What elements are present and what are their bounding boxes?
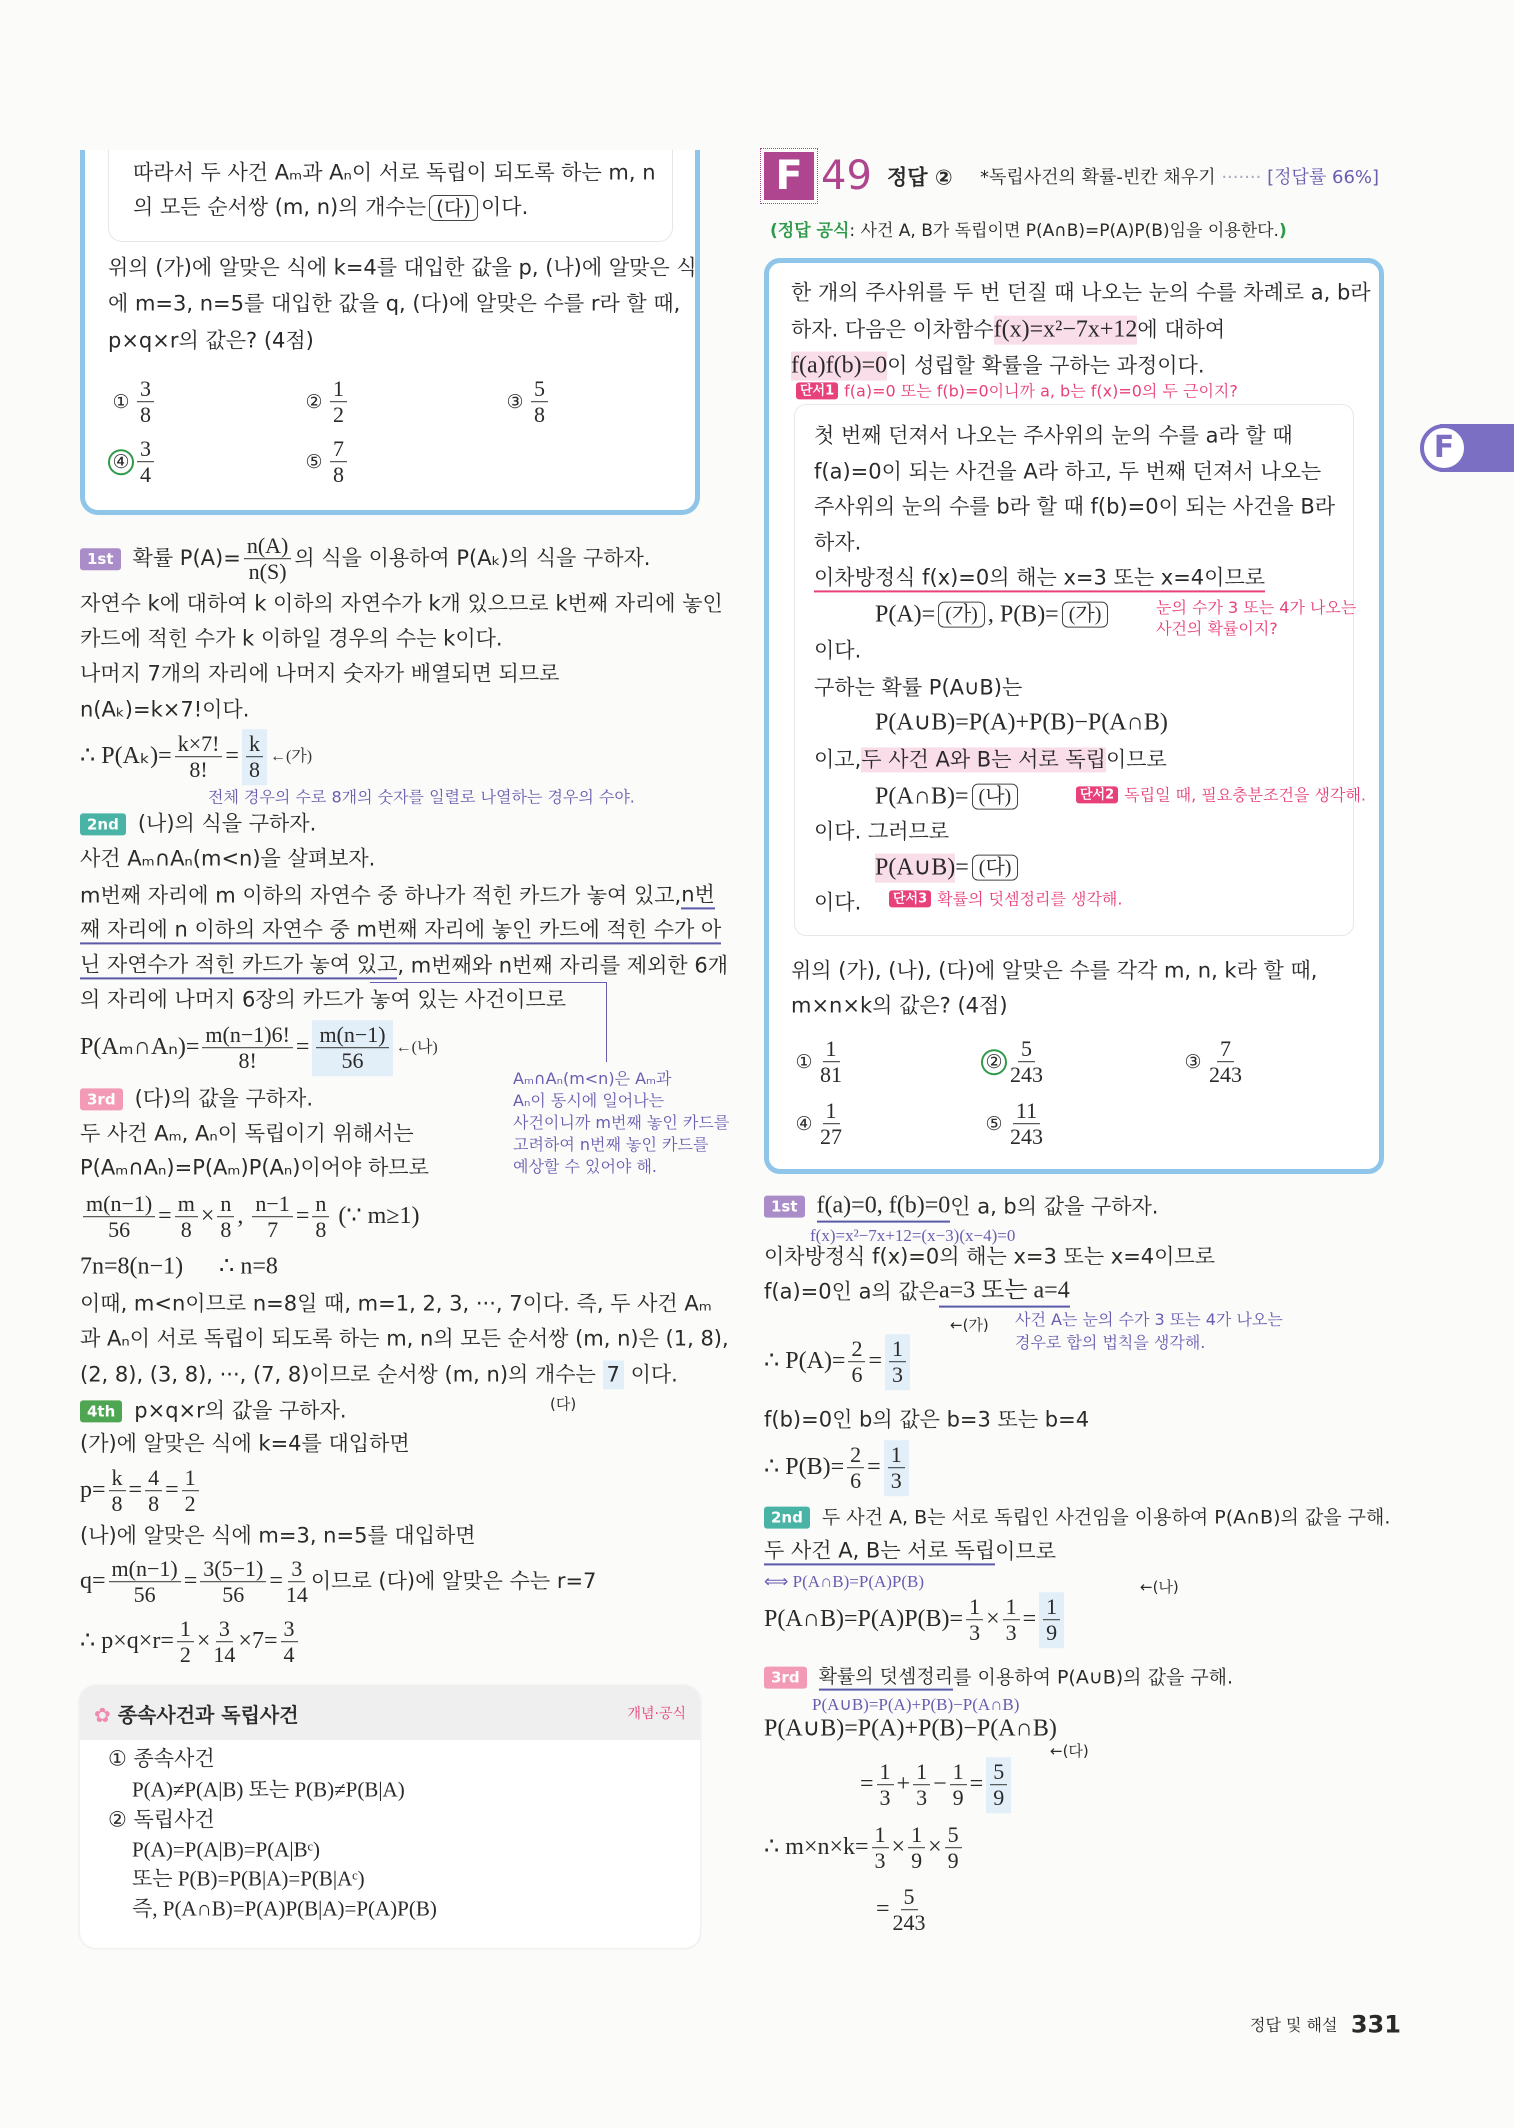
step-2nd: 2nd (나)의 식을 구하자. <box>80 811 316 836</box>
formula-amn: P(Aₘ∩Aₙ)= $\frac{m(n-1)6!}{8!}$ = $\frac{m(n-1)}{56}$ ←(나) <box>80 1020 438 1076</box>
step-1st: 1st f(a)=0, f(b)=0 인 a, b의 값을 구하자. <box>764 1192 1159 1223</box>
process-line: 구하는 확률 P(A∪B)는 <box>814 675 1023 700</box>
concept-item: ① 종속사건 <box>108 1746 215 1771</box>
blank-da: (다) <box>429 195 478 221</box>
text-line: 자연수 k에 대하여 k 이하의 자연수가 k개 있으므로 k번째 자리에 놓인 <box>80 591 723 616</box>
problem-line: f(a)f(b)=0 이 성립할 확률을 구하는 과정이다. <box>791 352 1205 379</box>
concept-title: 종속사건과 독립사건 <box>117 1702 299 1727</box>
process-formula: P(A)= (가) , P(B)= (가) <box>875 601 1111 630</box>
choice-3[interactable]: ③ 5 8 <box>502 376 551 428</box>
choice-4-selected[interactable]: ④ 3 4 <box>108 436 157 488</box>
choice-3[interactable]: ③ 7 243 <box>1184 1036 1242 1088</box>
concept-tag: 개념·공식 <box>627 1706 686 1722</box>
text: 의 모든 순서쌍 (m, n)의 개수는 <box>133 195 427 220</box>
label-da: (다) <box>550 1395 577 1413</box>
flower-icon: ✿ <box>94 1702 111 1727</box>
formula-pak: ∴ P(Aₖ)= $\frac{k\times 7!}{8!}$ = $\frac{k}{8}$ ←(가) <box>80 729 312 785</box>
choice-5[interactable]: ⑤ 11 243 <box>985 1098 1043 1150</box>
equation-result: = $\frac{5}{243}$ <box>876 1884 926 1936</box>
correct-rate: [정답률 66%] <box>1267 167 1380 189</box>
process-line: 이고, 두 사건 A와 B는 서로 독립 이므로 <box>814 747 1167 772</box>
equation: P(A∪B)=P(A)+P(B)−P(A∩B) <box>764 1715 1057 1742</box>
process-line: 첫 번째 던져서 나오는 주사위의 눈의 수를 a라 할 때 <box>814 423 1293 448</box>
text-line: 과 Aₙ이 서로 독립이 되도록 하는 m, n의 모든 순서쌍 (m, n)은 (1, 8), <box>80 1326 729 1351</box>
section-tab-letter: F <box>1420 424 1468 472</box>
process-line: 이다. <box>814 638 862 663</box>
blank-da: (다) <box>972 855 1019 881</box>
text-line: f(a)=0인 a의 값은 a=3 또는 a=4 <box>764 1277 1070 1308</box>
hint-1: 단서1 f(a)=0 또는 f(b)=0이니까 a, b는 f(x)=0의 두 근이지? <box>796 381 1238 400</box>
text-line: (나)에 알맞은 식에 m=3, n=5를 대입하면 <box>80 1523 476 1548</box>
footer-label: 정답 및 해설 <box>1250 2015 1338 2035</box>
label-na: ←(나) <box>1140 1578 1179 1596</box>
question-line: 위의 (가), (나), (다)에 알맞은 수를 각각 m, n, k라 할 때, <box>791 958 1318 983</box>
process-line: 이차방정식 f(x)=0의 해는 x=3 또는 x=4이므로 <box>814 565 1265 592</box>
process-formula: P(A∪B)=P(A)+P(B)−P(A∩B) <box>875 709 1168 736</box>
box-line: 따라서 두 사건 Aₘ과 Aₙ이 서로 독립이 되도록 하는 m, n <box>133 160 656 185</box>
text-line: f(b)=0인 b의 값은 b=3 또는 b=4 <box>764 1407 1090 1432</box>
problem-letter-badge: F <box>764 152 814 200</box>
text-line: 이차방정식 f(x)=0의 해는 x=3 또는 x=4이므로 <box>764 1244 1216 1269</box>
problem-line: 하자. 다음은 이차함수 f(x)=x²−7x+12 에 대하여 <box>791 316 1226 343</box>
process-line: 하자. <box>814 530 862 555</box>
text-line: 사건 Aₘ∩Aₙ(m<n)을 살펴보자. <box>80 846 376 871</box>
annotation: 전체 경우의 수로 8개의 숫자를 일렬로 나열하는 경우의 수야. <box>208 787 635 807</box>
text-line: m번째 자리에 m 이하의 자연수 중 하나가 적힌 카드가 놓여 있고, n번 <box>80 882 715 909</box>
text-line: 닌 자연수가 적힌 카드가 놓여 있고 , m번째와 n번째 자리를 제외한 6개 <box>80 952 728 979</box>
text-line: 의 자리에 나머지 6장의 카드가 놓여 있는 사건이므로 <box>80 987 567 1012</box>
choice-mark: ⑤ <box>305 451 323 473</box>
question-line: 위의 (가)에 알맞은 식에 k=4를 대입한 값을 p, (나)에 알맞은 식 <box>108 255 697 280</box>
choice-2[interactable]: ② 1 2 <box>301 376 350 428</box>
text-line: P(Aₘ∩Aₙ)=P(Aₘ)P(Aₙ)이어야 하므로 <box>80 1155 429 1180</box>
page-number: 331 <box>1350 2010 1401 2039</box>
concept-item: ② 독립사건 <box>108 1807 215 1832</box>
equation-pab: P(A∩B)=P(A)P(B)= $\frac{1}{3}$ × $\frac{1}{3}$ = $\frac{1}{9}$ <box>764 1592 1067 1648</box>
equation-pqr: ∴ p×q×r= $\frac{1}{2}$ × $\frac{3}{14}$ ×7= $\frac{3}{4}$ <box>80 1616 301 1668</box>
problem-line: 한 개의 주사위를 두 번 던질 때 나오는 눈의 수를 차례로 a, b라 <box>791 280 1371 305</box>
annotation: ⟺ P(A∩B)=P(A)P(B) <box>764 1571 925 1591</box>
label-da: ←(다) <box>1050 1742 1089 1760</box>
concept-item: P(A)≠P(A|B) 또는 P(B)≠P(B|A) <box>132 1777 405 1802</box>
process-line: 이다. 그러므로 <box>814 819 950 844</box>
choice-mark: ② <box>305 391 323 413</box>
process-formula: P(A∪B) = (다) <box>875 854 1021 883</box>
blank-na: (나) <box>972 784 1019 810</box>
text-line: (가)에 알맞은 식에 k=4를 대입하면 <box>80 1431 410 1456</box>
selected-answer-circle: ④ <box>108 449 134 475</box>
equation-pb: ∴ P(B)= $\frac{2}{6}$ = $\frac{1}{3}$ <box>764 1440 912 1496</box>
question-line: p×q×r의 값은? (4점) <box>108 328 314 353</box>
process-line: 이다. <box>814 890 862 915</box>
step-badge: 3rd <box>80 1088 123 1110</box>
blank-ga: (가) <box>938 602 985 628</box>
annotation: P(A∪B)=P(A)+P(B)−P(A∩B) <box>812 1694 1020 1714</box>
box-line <box>133 195 528 221</box>
text-line: 이때, m<n이므로 n=8일 때, m=1, 2, 3, ···, 7이다. 즉, 두 사건 Aₘ <box>80 1291 712 1316</box>
text-line: 나머지 7개의 자리에 나머지 숫자가 배열되면 되므로 <box>80 661 560 686</box>
hint-3: 단서3 확률의 덧셈정리를 생각해. <box>889 889 1122 908</box>
question-line: 에 m=3, n=5를 대입한 값을 q, (다)에 알맞은 수를 r라 할 때, <box>108 291 681 316</box>
text-line: (2, 8), (3, 8), ···, (7, 8)이므로 순서쌍 (m, n)의 개수는 7 이다. <box>80 1360 678 1389</box>
annotation: f(x)=x²−7x+12=(x−3)(x−4)=0 <box>810 1225 1016 1245</box>
hint-note: 눈의 수가 3 또는 4가 나오는 사건의 확률이지? <box>1156 598 1357 638</box>
step-badge: 1st <box>80 548 121 570</box>
concept-item: P(A)=P(A|B)=P(A|Bᶜ) <box>132 1837 320 1862</box>
text-line: 째 자리에 n 이하의 자연수 중 m번째 자리에 놓인 카드에 적힌 수가 아 <box>80 917 721 944</box>
equation-q: q= $\frac{m(n-1)}{56}$ = $\frac{3(5-1)}{56}$ = $\frac{3}{14}$ 이므로 (다)에 알맞은 수는 r=7 <box>80 1556 597 1608</box>
side-annotation: Aₘ∩Aₙ(m<n)은 Aₘ과 Aₙ이 동시에 일어나는 사건이니까 m번째 놓인 카드를 고려하여 n번째 놓인 카드를 예상할 수 있어야 해. <box>513 1069 730 1176</box>
text-line: 카드에 적힌 수가 k 이하일 경우의 수는 k이다. <box>80 626 503 651</box>
text-line: 두 사건 A, B는 서로 독립 이므로 <box>764 1538 1056 1565</box>
text-line: 7n=8(n−1) ∴ n=8 <box>80 1253 278 1280</box>
concept-item: 즉, P(A∩B)=P(A)P(B|A)=P(A)P(B) <box>132 1896 437 1921</box>
process-line: 주사위의 눈의 수를 b라 할 때 f(b)=0이 되는 사건을 B라 <box>814 494 1336 519</box>
step-2nd: 2nd 두 사건 A, B는 서로 독립인 사건임을 이용하여 P(A∩B)의 값을 구해. <box>764 1507 1390 1530</box>
equation-p: p= $\frac{k}{8}$ = $\frac{4}{8}$ = $\frac{1}{2}$ <box>80 1465 202 1517</box>
concept-item: 또는 P(B)=P(B|A)=P(B|Aᶜ) <box>132 1866 365 1891</box>
selected-answer-circle: ② <box>981 1049 1007 1075</box>
text: 이다. <box>481 195 529 220</box>
choice-4[interactable]: ④ 1 27 <box>795 1098 842 1150</box>
equation-pa: ∴ P(A)= $\frac{2}{6}$ = $\frac{1}{3}$ <box>764 1334 913 1390</box>
step-badge: 2nd <box>80 813 126 835</box>
concept-header <box>80 1686 700 1740</box>
step-4th: 4th p×q×r의 값을 구하자. <box>80 1398 347 1423</box>
annotation: 사건 A는 눈의 수가 3 또는 4가 나오는 경우로 합의 법칙을 생각해. <box>1015 1310 1283 1352</box>
answer-label: 정답 ② <box>887 165 953 190</box>
question-line: m×n×k의 값은? (4점) <box>791 993 1008 1018</box>
choice-mark: ① <box>112 391 130 413</box>
problem-number: 49 <box>821 153 872 199</box>
footer <box>1250 2011 1401 2040</box>
step-3rd: 3rd 확률의 덧셈정리 를 이용하여 P(A∪B)의 값을 구해. <box>764 1666 1233 1691</box>
equation: $\frac{m(n-1)}{56}$ = $\frac{m}{8}$ × $\frac{n}{8}$ , $\frac{n-1}{7}$ = $\frac{n}{8}$ (∵ m≥1) <box>80 1191 419 1243</box>
step-3rd: 3rd (다)의 값을 구하자. <box>80 1086 313 1111</box>
hint-2: 단서2 독립일 때, 필요충분조건을 생각해. <box>1076 785 1366 804</box>
choice-5[interactable]: ⑤ 7 8 <box>301 436 350 488</box>
choice-1[interactable]: ① 1 81 <box>795 1036 842 1088</box>
text-line: 두 사건 Aₘ, Aₙ이 독립이기 위해서는 <box>80 1121 414 1146</box>
step-1st: 1st 확률 P(A)= $\frac{n(A)}{n(S)}$ 의 식을 이용하여 P(Aₖ)의 식을 구하자. <box>80 533 651 585</box>
equation: = $\frac{1}{3}$ + $\frac{1}{3}$ − $\frac{1}{9}$ = $\frac{5}{9}$ <box>860 1757 1014 1813</box>
process-line: f(a)=0이 되는 사건을 A라 하고, 두 번째 던져서 나오는 <box>814 459 1322 484</box>
choice-mark: ③ <box>506 391 524 413</box>
process-formula: P(A∩B)= (나) <box>875 783 1021 812</box>
choice-1[interactable]: ① 3 8 <box>108 376 157 428</box>
label-ga: ←(가) <box>950 1316 989 1334</box>
blank-ga: (가) <box>1062 602 1109 628</box>
choice-2-selected[interactable]: ② 5 243 <box>981 1036 1046 1088</box>
equation-mnk: ∴ m×n×k= $\frac{1}{3}$ × $\frac{1}{9}$ × $\frac{5}{9}$ <box>764 1822 965 1874</box>
text-line: n(Aₖ)=k×7!이다. <box>80 697 250 722</box>
answer-formula: ( 정답 공식 : 사건 A, B가 독립이면 P(A∩B)=P(A)P(B)임을 이용한다. ) <box>770 220 1287 241</box>
topic: *독립사건의 확률-빈칸 채우기 ······· [정답률 66%] <box>980 167 1380 189</box>
step-badge: 4th <box>80 1400 122 1422</box>
